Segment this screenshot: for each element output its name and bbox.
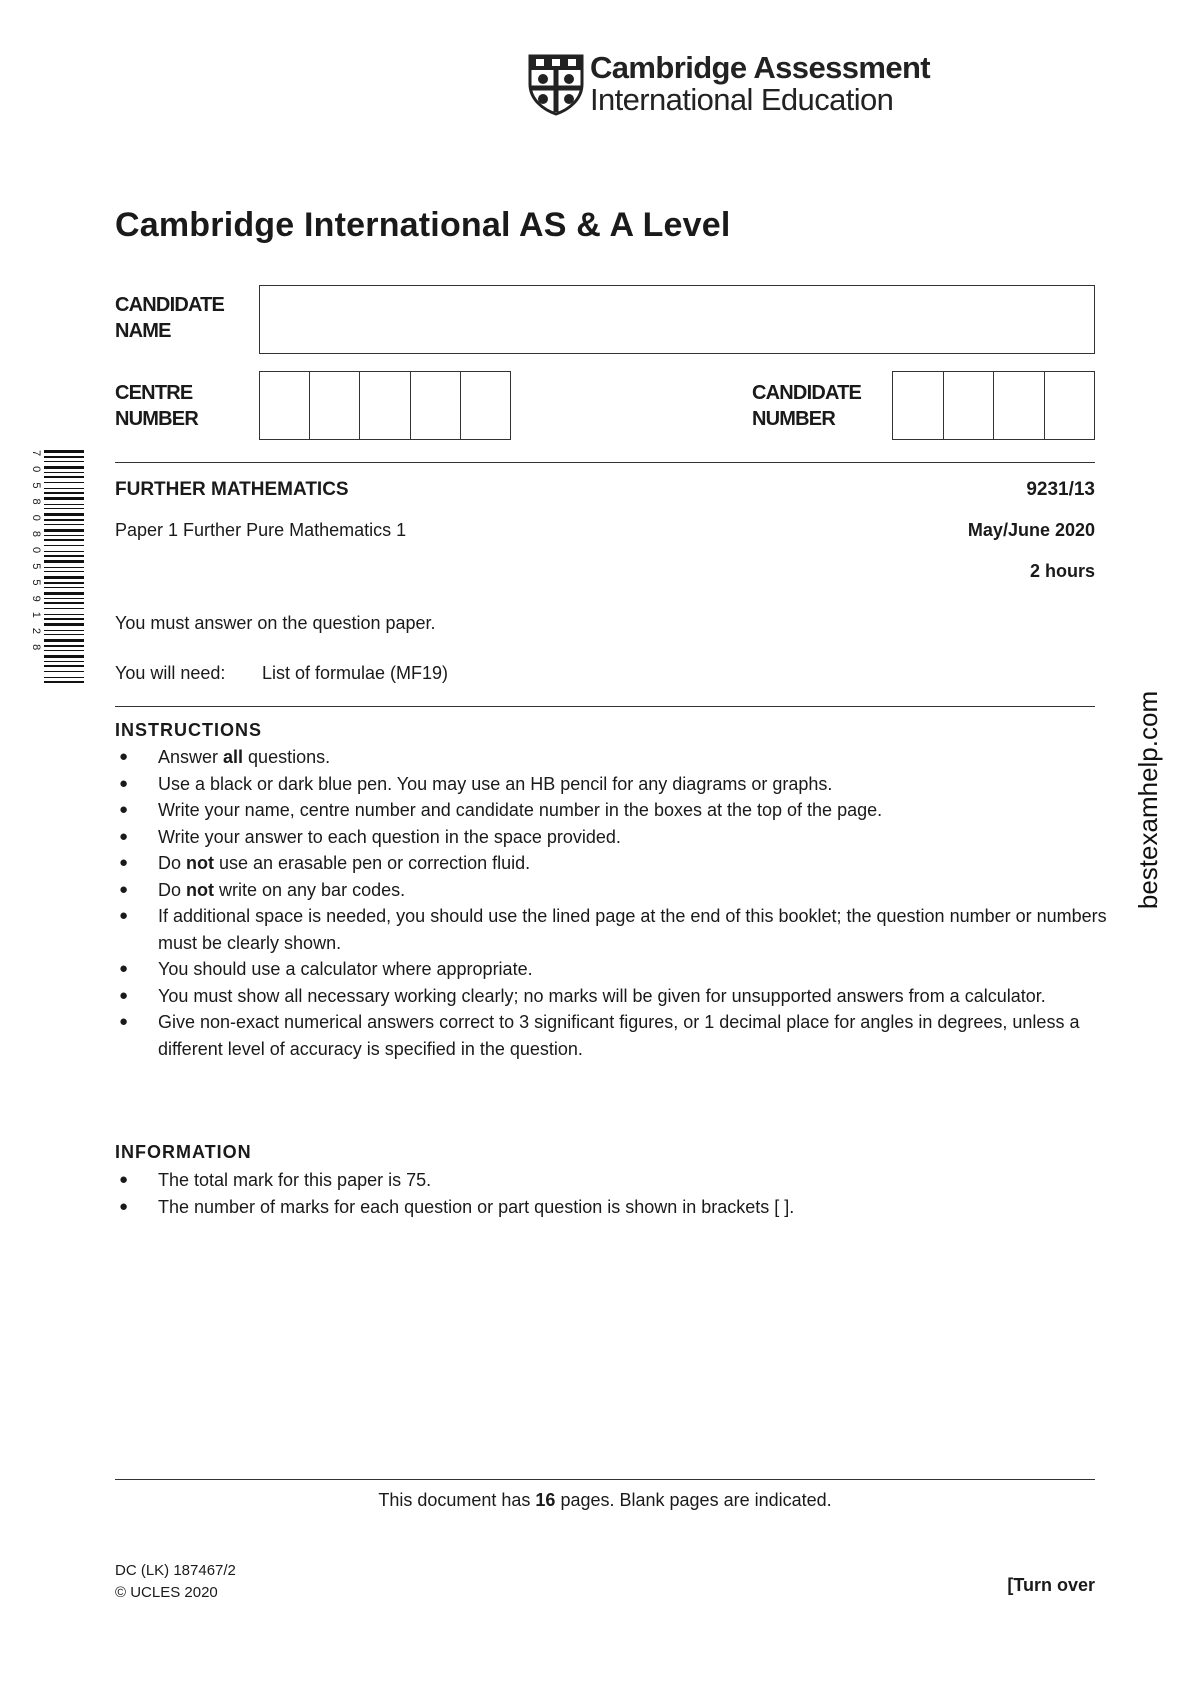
answer-note: You must answer on the question paper. [115,613,436,633]
barcode-bar [44,567,84,568]
barcode-bar [44,655,84,658]
centre-number-label-line1: CENTRE [115,382,193,404]
barcode-bar [44,665,84,667]
barcode-bar [44,508,84,509]
barcode-bar [44,623,84,626]
instruction-item [115,956,1115,983]
qualification-title: Cambridge International AS & A Level [115,206,731,244]
subject-title: FURTHER MATHEMATICS [115,479,349,500]
centre-number-cell[interactable] [260,372,310,439]
instruction-text: Answer [158,747,224,767]
barcode-bar [44,456,84,458]
barcode [44,450,84,686]
instruction-text: Do [158,879,187,900]
barcode-bar [44,551,84,552]
instruction-text: Do [158,853,187,873]
barcode-bar [44,539,84,541]
barcode-bar [44,602,84,604]
barcode-bar [44,618,84,620]
barcode-bar [44,476,84,478]
information-item [115,1167,1115,1194]
information-list [115,1167,1115,1220]
barcode-bar [44,461,84,462]
candidate-name-label [115,292,224,344]
barcode-bar [44,535,84,536]
cambridge-logo [528,50,931,118]
barcode-graphic [44,450,84,686]
watermark: bestexamhelp.com [1133,690,1163,910]
page-count-pre: This document has [378,1490,536,1510]
centre-number-label [115,380,198,432]
barcode-bar [44,671,84,672]
instruction-item [115,903,1115,956]
candidate-number-cell[interactable] [893,372,944,439]
barcode-bar [44,598,84,599]
candidate-number-label [752,380,861,432]
need-value: List of formulae (MF19) [262,663,449,683]
centre-number-label-line2: NUMBER [115,408,198,430]
instruction-item [115,824,1115,851]
barcode-bar [44,466,84,469]
barcode-bar [44,587,84,588]
barcode-bar [44,582,84,584]
candidate-number-label-line1: CANDIDATE [752,382,862,404]
bullet-icon: ● [119,774,129,792]
centre-number-cell[interactable] [461,372,510,439]
document-reference: DC (LK) 187467/2 [115,1562,236,1579]
candidate-name-label-line1: CANDIDATE [115,294,225,316]
centre-number-boxes[interactable] [259,371,511,440]
barcode-bar [44,497,84,500]
logo-line-2: International Education [590,82,894,117]
divider-bottom [115,1479,1095,1480]
instruction-text-after: use an erasable pen or correction fluid. [214,853,531,873]
barcode-bar [44,592,84,595]
instruction-text-after: questions. [243,747,331,767]
logo-line-1: Cambridge Assessment [590,50,931,85]
bullet-icon: ● [119,827,129,845]
barcode-bar [44,529,84,532]
divider-middle [115,706,1095,707]
barcode-bar [44,677,84,678]
instruction-text-after: write on any bar codes. [214,879,406,900]
information-text: The total mark for this paper is 75. [158,1170,432,1190]
barcode-bar [44,545,84,546]
bullet-icon: ● [119,801,129,818]
barcode-bar [44,639,84,642]
barcode-bar [44,681,84,683]
information-heading: INFORMATION [115,1142,252,1162]
turn-over: [Turn over [1007,1575,1095,1595]
page-count-post: pages. Blank pages are indicated. [555,1490,832,1510]
barcode-bar [44,472,84,473]
instructions-heading: INSTRUCTIONS [115,720,262,740]
instruction-emphasis: not [186,853,214,873]
centre-number-cell[interactable] [411,372,461,439]
barcode-bar [44,555,84,557]
instruction-item [115,797,1115,824]
bullet-icon: ● [119,1171,129,1188]
candidate-name-box[interactable] [259,285,1095,354]
instruction-emphasis: not [186,879,214,900]
page-count-note [0,1490,1200,1511]
centre-number-cell[interactable] [360,372,410,439]
information-text: The number of marks for each question or part question is shown in brackets [ ]. [158,1196,795,1217]
barcode-bar [44,571,84,572]
centre-number-cell[interactable] [310,372,360,439]
candidate-number-cell[interactable] [944,372,995,439]
barcode-bar [44,608,84,609]
barcode-bar [44,630,84,631]
information-item [115,1194,1115,1221]
instruction-item [115,771,1115,798]
barcode-bar [44,524,84,525]
instruction-text: Give non-exact numerical answers correct to 3 significant figures, or 1 decimal place for angles in degrees, unless a different level of accuracy is specified in the question. [158,1012,1080,1059]
candidate-number-label-line2: NUMBER [752,408,835,430]
instructions-list [115,744,1115,1062]
barcode-bar [44,504,84,505]
exam-duration: 2 hours [1029,561,1095,581]
candidate-number-cell[interactable] [1045,372,1095,439]
barcode-bar [44,482,84,483]
bullet-icon: ● [119,1197,129,1215]
crest-shield-icon [528,54,584,116]
copyright: © UCLES 2020 [115,1584,218,1601]
barcode-bar [44,519,84,521]
barcode-bar [44,614,84,615]
instruction-item [115,983,1115,1010]
barcode-bar [44,661,84,662]
bullet-icon: ● [119,960,129,977]
barcode-bar [44,650,84,651]
instruction-text: Write your name, centre number and candidate number in the boxes at the top of the page. [158,800,883,820]
paper-code: 9231/13 [1026,479,1095,500]
barcode-bar [44,450,84,453]
instruction-text: You should use a calculator where appropriate. [158,959,533,979]
bullet-icon: ● [119,748,129,765]
barcode-bar [44,560,84,563]
instruction-item [115,877,1115,904]
instruction-emphasis: all [223,747,244,767]
barcode-digits: 7 0 5 8 0 8 0 5 5 9 1 2 8 [30,450,42,654]
barcode-bar [44,576,84,579]
bullet-icon: ● [119,986,129,1004]
instruction-item [115,744,1115,771]
need-label: You will need: [115,663,226,683]
barcode-bar [44,645,84,647]
instruction-text: Use a black or dark blue pen. You may use an HB pencil for any diagrams or graphs. [158,773,833,794]
instruction-item [115,1009,1115,1062]
bullet-icon: ● [119,907,129,924]
barcode-bar [44,492,84,494]
paper-title: Paper 1 Further Pure Mathematics 1 [115,520,407,540]
candidate-number-boxes[interactable] [892,371,1095,440]
bullet-icon: ● [119,854,129,871]
instruction-text: You must show all necessary working clearly; no marks will be given for unsupported answers from a calculator. [158,985,1046,1006]
barcode-bar [44,513,84,516]
page-count: 16 [535,1490,556,1510]
barcode-number [26,450,42,686]
instruction-item [115,850,1115,877]
candidate-number-cell[interactable] [994,372,1045,439]
exam-session: May/June 2020 [967,520,1095,540]
barcode-bar [44,634,84,635]
instruction-text: Write your answer to each question in the space provided. [158,826,621,847]
bullet-icon: ● [119,880,129,898]
instruction-text: If additional space is needed, you should use the lined page at the end of this booklet; the question number or numbers must be clearly shown. [158,906,1107,953]
candidate-name-label-line2: NAME [115,320,171,342]
divider-top [115,462,1095,463]
barcode-bar [44,488,84,489]
footer-ref [115,1560,236,1604]
bullet-icon: ● [119,1013,129,1030]
